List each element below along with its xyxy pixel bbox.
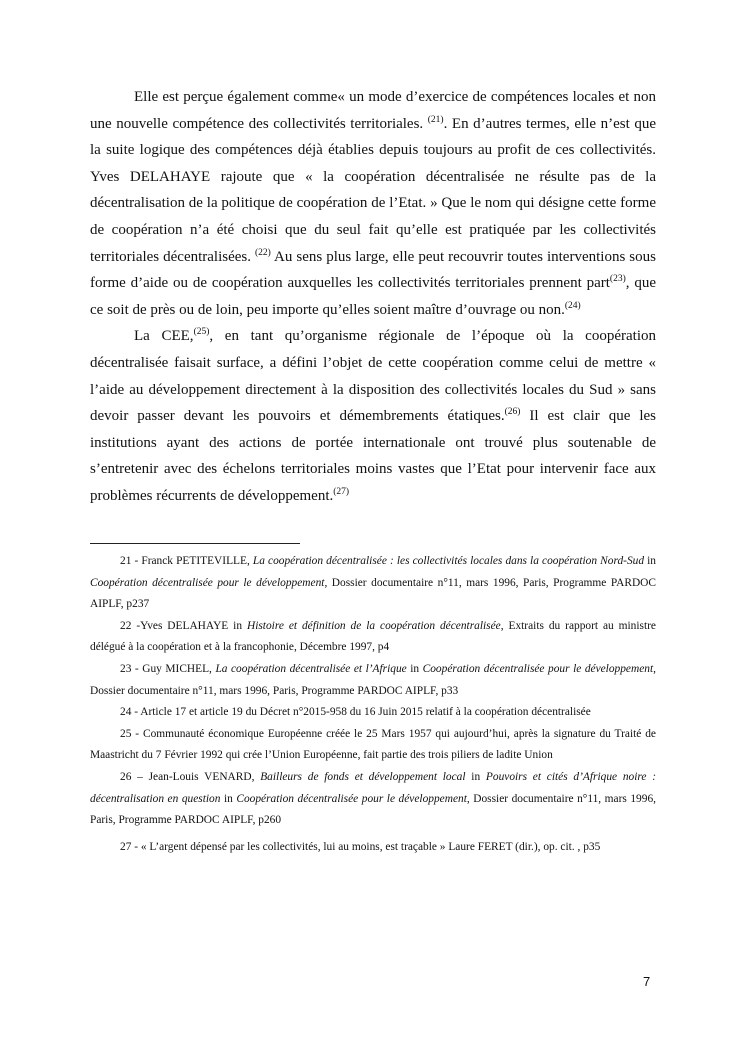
cited-title: Coopération décentralisée pour le développement <box>422 662 654 675</box>
footnote-ref-26[interactable]: (26) <box>504 407 521 418</box>
text-run: 22 -Yves DELAHAYE in <box>120 619 247 632</box>
footnote-25: 25 - Communauté économique Européenne créée le 25 Mars 1957 qui aujourd’hui, après la signature du Traité de Maastricht du 7 Février 1992 qui crée l’Union Européenne, fait partie des trois piliers de ladite Union <box>90 727 656 762</box>
footnote-separator <box>90 543 300 544</box>
footnote-26 <box>90 767 656 832</box>
text-run: 21 - Franck PETITEVILLE, <box>120 555 253 567</box>
footnote-ref-21[interactable]: (21) <box>427 114 444 125</box>
body-paragraph-1 <box>90 84 656 323</box>
footnote-ref-24[interactable]: (24) <box>564 300 581 311</box>
text-run: , Extraits du rapport au ministre délégué à la coopération et à la francophonie, Décembre 1997, p4 <box>90 619 656 654</box>
page-number: 7 <box>643 974 651 989</box>
text-run: in <box>406 662 423 675</box>
footnote-ref-23[interactable]: (23) <box>609 274 626 285</box>
cited-title: Bailleurs de fonds et développement local <box>260 770 466 783</box>
text-run: 23 - Guy MICHEL, <box>120 662 216 675</box>
text-run: in <box>465 770 486 783</box>
footnote-21 <box>90 551 656 616</box>
text-run: , Dossier documentaire n°11, mars 1996, Paris, Programme PARDOC AIPLF, p237 <box>90 576 656 611</box>
text-run: 26 – Jean-Louis VENARD, <box>120 770 261 783</box>
footnotes <box>90 551 656 862</box>
cited-title: Pouvoirs et cités d’Afrique noire : décentralisation en question <box>90 770 657 805</box>
cited-title: Coopération décentralisée pour le développement <box>90 576 325 589</box>
text-run: . En d’autres termes, elle n’est que la suite logique des compétences déjà établies depuis toujours au profit de ces collectivités. Yves DELAHAYE rajoute que « la coopération décentralisée ne résulte pas de la décentralisation de la politique de coopération de l’Etat. » Que le nom qui désigne cette forme de coopération n’a été choisi que du seul fait qu’elle est pratiquée par les collectivités territoriales décentralisées. <box>90 115 656 265</box>
footnote-ref-22[interactable]: (22) <box>255 247 271 258</box>
text-run: in <box>220 792 237 805</box>
text-run: Au sens plus large, elle peut recouvrir toutes interventions sous forme d’aide ou de coopération auxquelles les collectivités territoriales prennent part <box>90 248 656 292</box>
footnote-ref-27[interactable]: (27) <box>333 486 350 497</box>
footnote-22 <box>90 616 656 659</box>
text-run: , que ce soit de près ou de loin, peu importe qu’elles soient maître d’ouvrage ou non. <box>90 275 656 318</box>
body-text <box>90 84 656 510</box>
text-run: in <box>644 555 657 567</box>
cited-title: La coopération décentralisée et l’Afrique <box>215 662 407 675</box>
text-run: , en tant qu’organisme régionale de l’époque où la coopération décentralisée faisait surface, a défini l’objet de cette coopération comme celui de mettre « l’aide au développement directement à la disposition des collectivités locales du Sud » sans devoir passer devant les pouvoirs et démembrements étatiques. <box>90 328 656 425</box>
cited-title: La coopération décentralisée : les collectivités locales dans la coopération Nord-Sud <box>252 555 645 567</box>
body-paragraph-2 <box>90 323 656 509</box>
text-run: , Dossier documentaire n°11, mars 1996, Paris, Programme PARDOC AIPLF, p260 <box>90 792 656 827</box>
footnote-24: 24 - Article 17 et article 19 du Décret n°2015-958 du 16 Juin 2015 relatif à la coopération décentralisée <box>120 706 591 719</box>
cited-title: Histoire et définition de la coopération décentralisée <box>246 619 501 632</box>
text-run: Il est clair que les institutions ayant des actions de portée internationale ont trouvé plus soutenable de s’entretenir avec des échelons territoriales moins vastes que l’Etat pour intervenir face aux problèmes récurrents de développement. <box>90 408 656 504</box>
text-run: Elle est perçue également comme« un mode d’exercice de compétences locales et non une nouvelle compétence des collectivités territoriales. <box>90 89 656 132</box>
cited-title: Coopération décentralisée pour le développement <box>236 792 467 805</box>
text-run: , Dossier documentaire n°11, mars 1996, Paris, Programme PARDOC AIPLF, p33 <box>90 662 656 697</box>
footnote-27: 27 - « L’argent dépensé par les collectivités, lui au moins, est traçable » Laure FERET (dir.), op. cit. , p35 <box>120 840 601 853</box>
text-run: La CEE, <box>134 328 194 345</box>
footnote-ref-25[interactable]: (25) <box>193 327 210 338</box>
footnote-23 <box>90 659 656 702</box>
